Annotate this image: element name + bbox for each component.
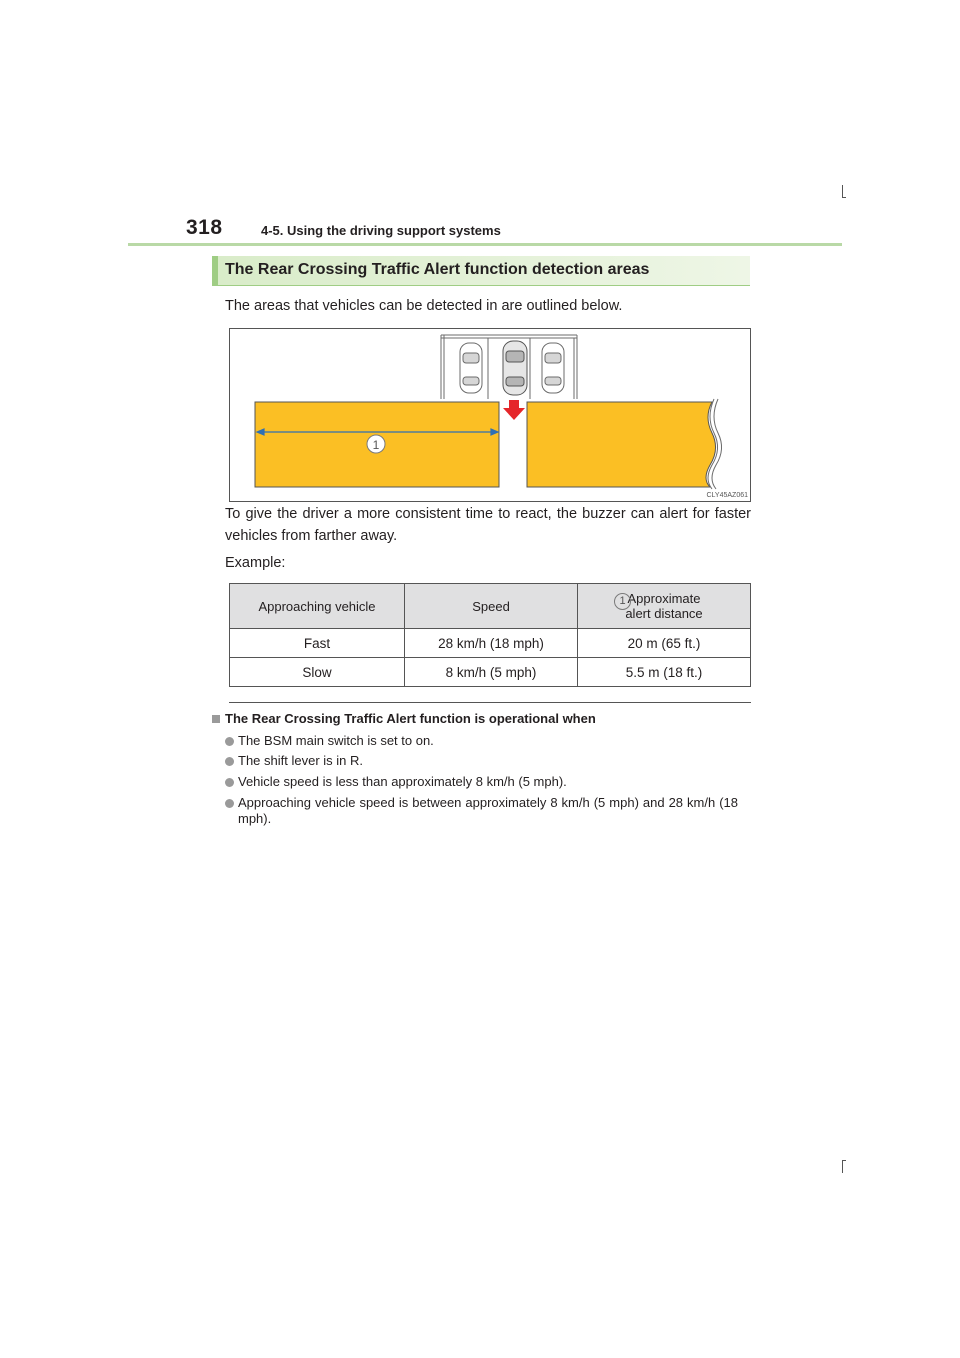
bullet-icon [225,737,234,746]
bullet-icon [225,778,234,787]
list-item-text: Vehicle speed is less than approximately 8 km/h (5 mph). [238,774,567,789]
header-alert-distance [578,584,751,629]
callout-number: 1 [372,438,380,452]
section-title: 4-5. Using the driving support systems [261,223,501,238]
section-heading-box [212,256,750,286]
header-alert-distance-line2: alert distance [625,606,703,621]
header-rule [128,243,842,246]
list-item-text: Approaching vehicle speed is between approximately 8 km/h (5 mph) and 28 km/h (18 mph). [238,795,738,826]
cell-vehicle: Slow [230,658,405,687]
detection-area-diagram [230,329,750,501]
reverse-direction-arrow [503,400,525,420]
section-heading: The Rear Crossing Traffic Alert function detection areas [225,261,650,278]
alert-distance-table [229,583,751,687]
bullet-icon [225,757,234,766]
header-speed: Speed [405,584,578,629]
table-header-row [230,584,751,629]
bullet-icon [225,799,234,808]
cell-distance: 5.5 m (18 ft.) [578,658,751,687]
notes-divider [229,702,751,703]
list-item-text: The shift lever is in R. [238,753,363,768]
parked-car-left [460,343,482,393]
figure-code: CLY45AZ061 [706,492,748,499]
header-approaching-vehicle: Approaching vehicle [230,584,405,629]
own-car [503,341,527,395]
cell-speed: 8 km/h (5 mph) [405,658,578,687]
square-bullet-icon [212,715,220,723]
callout-number-small: 1 [614,593,631,610]
cell-vehicle: Fast [230,629,405,658]
detection-zone-right [527,402,716,487]
notes-title-text: The Rear Crossing Traffic Alert function is operational when [225,711,596,726]
page-number: 318 [186,216,223,239]
parked-car-right [542,343,564,393]
crop-mark-bottom-foot [842,1160,846,1161]
cell-speed: 28 km/h (18 mph) [405,629,578,658]
explanation-paragraph: To give the driver a more consistent time to react, the buzzer can alert for faster vehicles from farther away. [225,506,751,544]
cell-distance: 20 m (65 ft.) [578,629,751,658]
example-label: Example: [225,555,286,571]
list-item-text: The BSM main switch is set to on. [238,733,434,748]
detection-area-figure [229,328,751,502]
intro-paragraph: The areas that vehicles can be detected in are outlined below. [225,298,623,314]
header-alert-distance-line1: Approximate [627,591,701,606]
notes-title [212,711,596,726]
table-row [230,658,751,687]
crop-mark-bottom [842,1160,843,1173]
crop-mark-top-foot [842,197,846,198]
table-row [230,629,751,658]
